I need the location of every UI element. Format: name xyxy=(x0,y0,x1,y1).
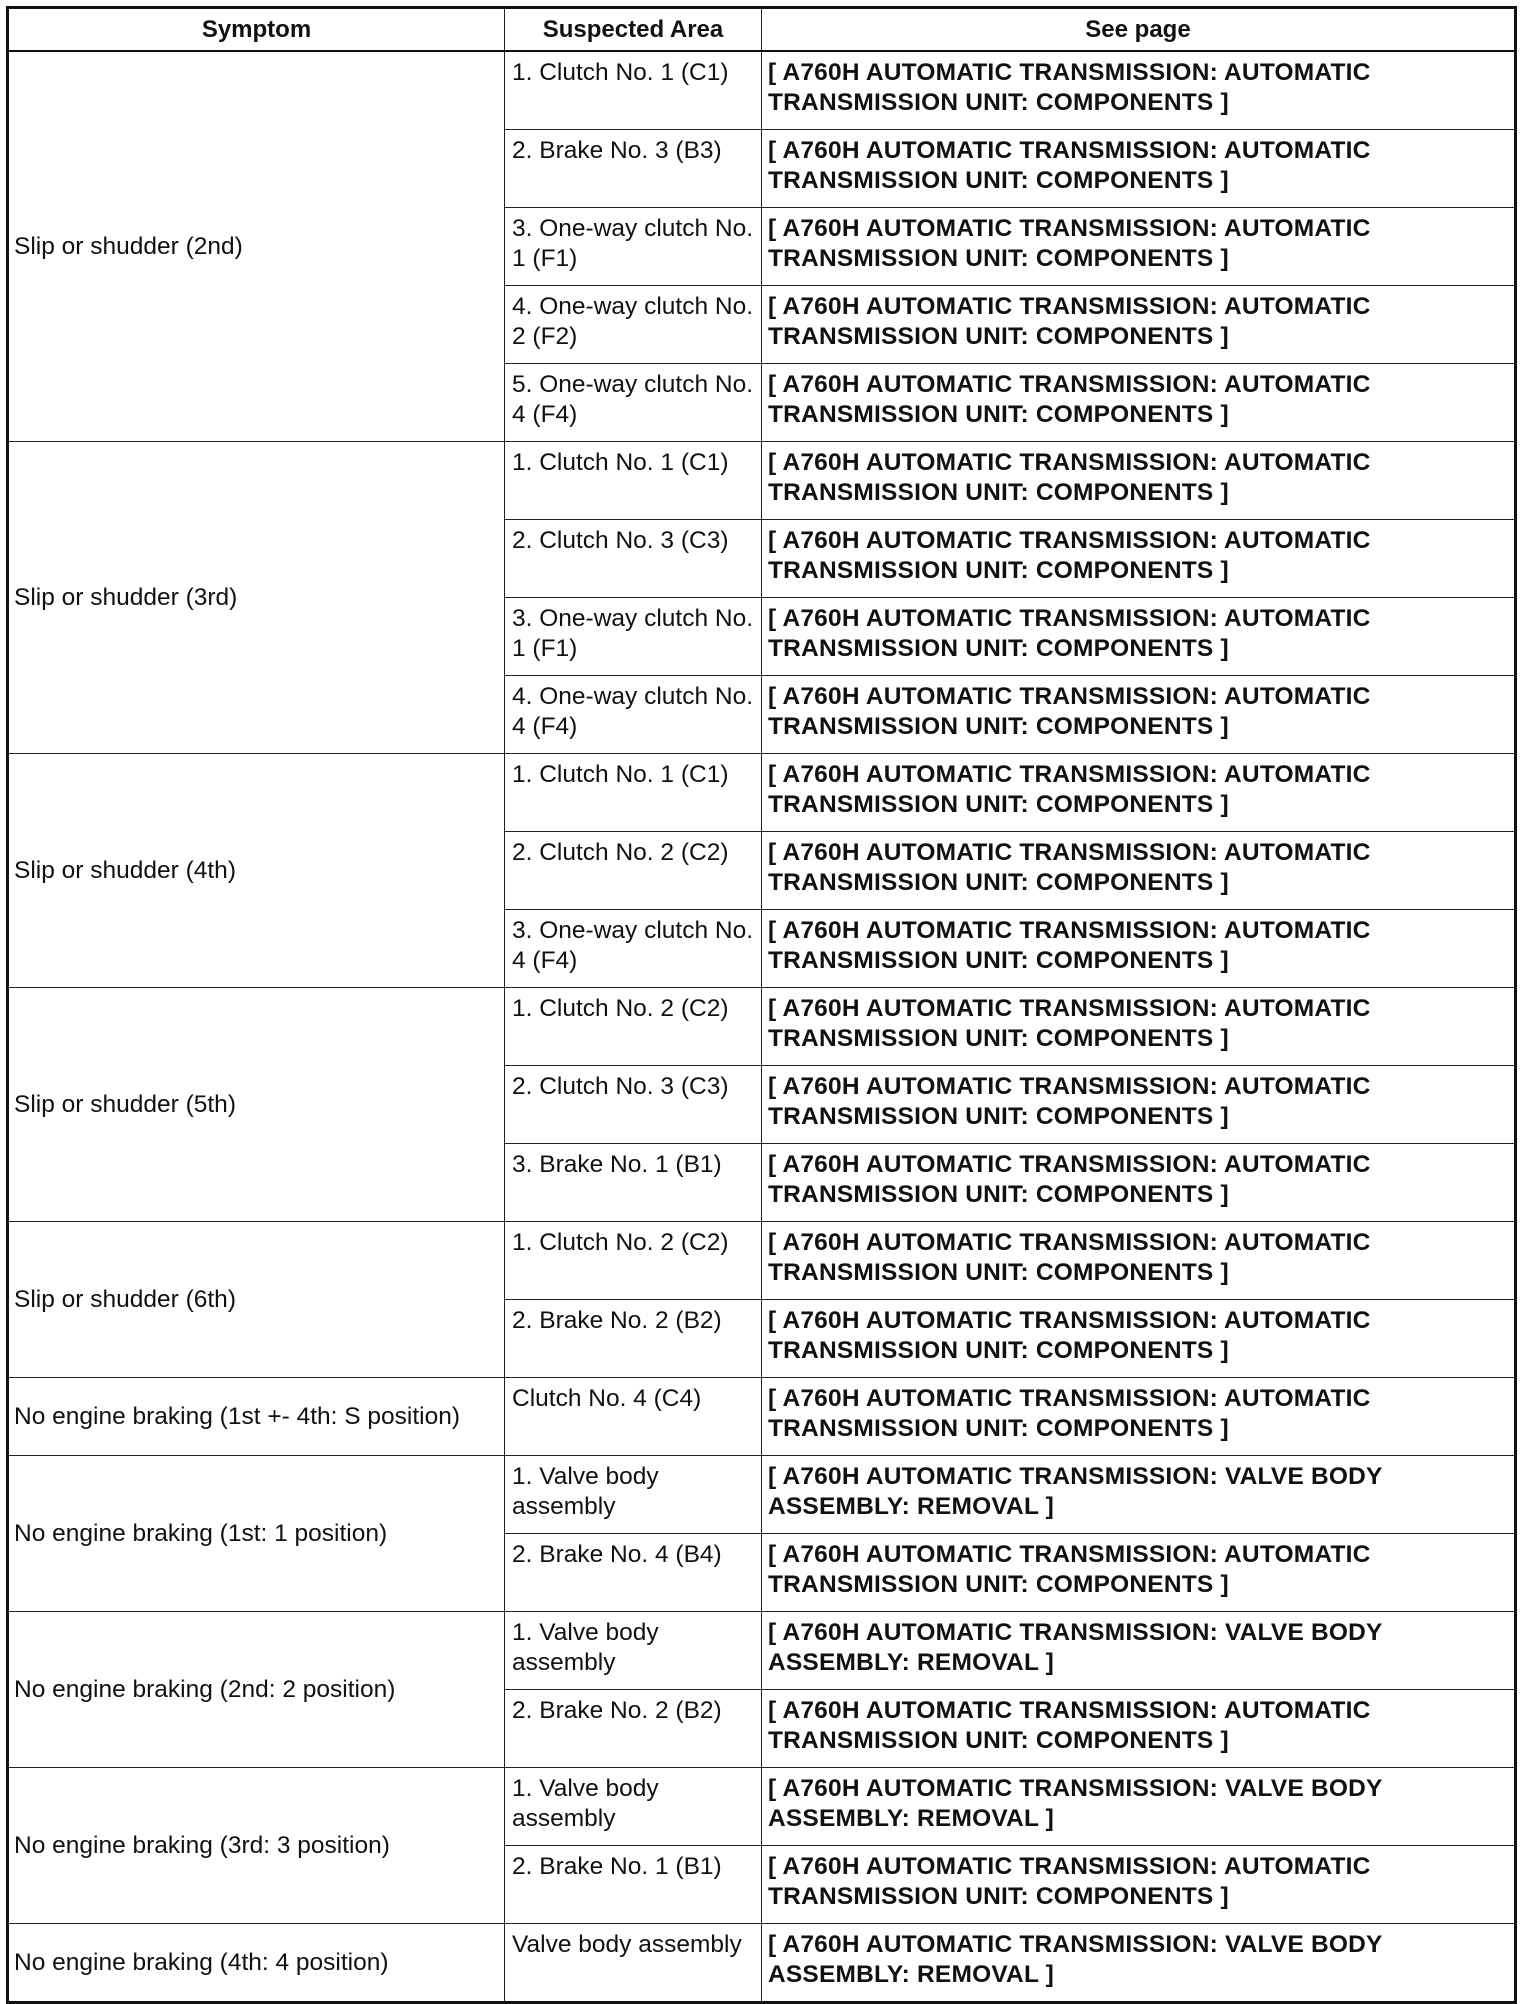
see-page-link[interactable]: [ A760H AUTOMATIC TRANSMISSION: AUTOMATIC TRANSMISSION UNIT: COMPONENTS ] xyxy=(762,208,1516,286)
table-wrapper xyxy=(6,6,1517,2004)
suspected-area-cell: 1. Valve body assembly xyxy=(505,1768,762,1846)
suspected-area-cell: 3. One-way clutch No. 1 (F1) xyxy=(505,598,762,676)
symptom-table xyxy=(6,6,1517,2004)
symptom-cell: No engine braking (1st: 1 position) xyxy=(8,1456,505,1612)
table-row xyxy=(8,1612,1516,1690)
suspected-area-cell: 1. Valve body assembly xyxy=(505,1612,762,1690)
suspected-area-cell: 1. Valve body assembly xyxy=(505,1456,762,1534)
table-row xyxy=(8,51,1516,130)
see-page-link[interactable]: [ A760H AUTOMATIC TRANSMISSION: AUTOMATIC TRANSMISSION UNIT: COMPONENTS ] xyxy=(762,1846,1516,1924)
see-page-link[interactable]: [ A760H AUTOMATIC TRANSMISSION: AUTOMATIC TRANSMISSION UNIT: COMPONENTS ] xyxy=(762,51,1516,130)
suspected-area-cell: 3. One-way clutch No. 1 (F1) xyxy=(505,208,762,286)
suspected-area-cell: 1. Clutch No. 1 (C1) xyxy=(505,442,762,520)
suspected-area-cell: 5. One-way clutch No. 4 (F4) xyxy=(505,364,762,442)
symptom-cell: No engine braking (3rd: 3 position) xyxy=(8,1768,505,1924)
see-page-link[interactable]: [ A760H AUTOMATIC TRANSMISSION: AUTOMATIC TRANSMISSION UNIT: COMPONENTS ] xyxy=(762,832,1516,910)
see-page-link[interactable]: [ A760H AUTOMATIC TRANSMISSION: AUTOMATIC TRANSMISSION UNIT: COMPONENTS ] xyxy=(762,364,1516,442)
symptom-cell: No engine braking (2nd: 2 position) xyxy=(8,1612,505,1768)
suspected-area-cell: 2. Brake No. 1 (B1) xyxy=(505,1846,762,1924)
see-page-link[interactable]: [ A760H AUTOMATIC TRANSMISSION: AUTOMATIC TRANSMISSION UNIT: COMPONENTS ] xyxy=(762,1378,1516,1456)
see-page-link[interactable]: [ A760H AUTOMATIC TRANSMISSION: AUTOMATIC TRANSMISSION UNIT: COMPONENTS ] xyxy=(762,598,1516,676)
see-page-link[interactable]: [ A760H AUTOMATIC TRANSMISSION: AUTOMATIC TRANSMISSION UNIT: COMPONENTS ] xyxy=(762,442,1516,520)
header-see-page: See page xyxy=(762,8,1516,52)
symptom-cell: Slip or shudder (5th) xyxy=(8,988,505,1222)
see-page-link[interactable]: [ A760H AUTOMATIC TRANSMISSION: AUTOMATIC TRANSMISSION UNIT: COMPONENTS ] xyxy=(762,1144,1516,1222)
table-row xyxy=(8,1768,1516,1846)
suspected-area-cell: Clutch No. 4 (C4) xyxy=(505,1378,762,1456)
suspected-area-cell: 3. One-way clutch No. 4 (F4) xyxy=(505,910,762,988)
symptom-cell: No engine braking (1st +- 4th: S position) xyxy=(8,1378,505,1456)
suspected-area-cell: 1. Clutch No. 2 (C2) xyxy=(505,1222,762,1300)
suspected-area-cell: 1. Clutch No. 1 (C1) xyxy=(505,51,762,130)
see-page-link[interactable]: [ A760H AUTOMATIC TRANSMISSION: AUTOMATIC TRANSMISSION UNIT: COMPONENTS ] xyxy=(762,286,1516,364)
symptom-cell: Slip or shudder (2nd) xyxy=(8,51,505,442)
suspected-area-cell: 3. Brake No. 1 (B1) xyxy=(505,1144,762,1222)
see-page-link[interactable]: [ A760H AUTOMATIC TRANSMISSION: AUTOMATIC TRANSMISSION UNIT: COMPONENTS ] xyxy=(762,1222,1516,1300)
symptom-cell: Slip or shudder (4th) xyxy=(8,754,505,988)
suspected-area-cell: 2. Clutch No. 3 (C3) xyxy=(505,520,762,598)
see-page-link[interactable]: [ A760H AUTOMATIC TRANSMISSION: AUTOMATIC TRANSMISSION UNIT: COMPONENTS ] xyxy=(762,754,1516,832)
table-row xyxy=(8,754,1516,832)
see-page-link[interactable]: [ A760H AUTOMATIC TRANSMISSION: AUTOMATIC TRANSMISSION UNIT: COMPONENTS ] xyxy=(762,676,1516,754)
header-suspected-area: Suspected Area xyxy=(505,8,762,52)
symptom-cell: Slip or shudder (6th) xyxy=(8,1222,505,1378)
see-page-link[interactable]: [ A760H AUTOMATIC TRANSMISSION: AUTOMATIC TRANSMISSION UNIT: COMPONENTS ] xyxy=(762,910,1516,988)
see-page-link[interactable]: [ A760H AUTOMATIC TRANSMISSION: VALVE BODY ASSEMBLY: REMOVAL ] xyxy=(762,1924,1516,2003)
symptom-cell: No engine braking (4th: 4 position) xyxy=(8,1924,505,2003)
see-page-link[interactable]: [ A760H AUTOMATIC TRANSMISSION: AUTOMATIC TRANSMISSION UNIT: COMPONENTS ] xyxy=(762,1534,1516,1612)
suspected-area-cell: 1. Clutch No. 1 (C1) xyxy=(505,754,762,832)
suspected-area-cell: 2. Brake No. 3 (B3) xyxy=(505,130,762,208)
table-body xyxy=(8,51,1516,2003)
header-row xyxy=(8,8,1516,52)
suspected-area-cell: 2. Brake No. 2 (B2) xyxy=(505,1300,762,1378)
suspected-area-cell: 2. Clutch No. 3 (C3) xyxy=(505,1066,762,1144)
table-row xyxy=(8,1222,1516,1300)
see-page-link[interactable]: [ A760H AUTOMATIC TRANSMISSION: AUTOMATIC TRANSMISSION UNIT: COMPONENTS ] xyxy=(762,130,1516,208)
table-row xyxy=(8,442,1516,520)
suspected-area-cell: 4. One-way clutch No. 2 (F2) xyxy=(505,286,762,364)
symptom-cell: Slip or shudder (3rd) xyxy=(8,442,505,754)
see-page-link[interactable]: [ A760H AUTOMATIC TRANSMISSION: AUTOMATIC TRANSMISSION UNIT: COMPONENTS ] xyxy=(762,1300,1516,1378)
table-row xyxy=(8,1378,1516,1456)
header-symptom: Symptom xyxy=(8,8,505,52)
table-row xyxy=(8,988,1516,1066)
suspected-area-cell: 1. Clutch No. 2 (C2) xyxy=(505,988,762,1066)
see-page-link[interactable]: [ A760H AUTOMATIC TRANSMISSION: VALVE BODY ASSEMBLY: REMOVAL ] xyxy=(762,1612,1516,1690)
table-row xyxy=(8,1456,1516,1534)
see-page-link[interactable]: [ A760H AUTOMATIC TRANSMISSION: AUTOMATIC TRANSMISSION UNIT: COMPONENTS ] xyxy=(762,1066,1516,1144)
suspected-area-cell: 2. Brake No. 4 (B4) xyxy=(505,1534,762,1612)
suspected-area-cell: 4. One-way clutch No. 4 (F4) xyxy=(505,676,762,754)
see-page-link[interactable]: [ A760H AUTOMATIC TRANSMISSION: VALVE BODY ASSEMBLY: REMOVAL ] xyxy=(762,1456,1516,1534)
table-row xyxy=(8,1924,1516,2003)
suspected-area-cell: 2. Clutch No. 2 (C2) xyxy=(505,832,762,910)
see-page-link[interactable]: [ A760H AUTOMATIC TRANSMISSION: AUTOMATIC TRANSMISSION UNIT: COMPONENTS ] xyxy=(762,988,1516,1066)
see-page-link[interactable]: [ A760H AUTOMATIC TRANSMISSION: AUTOMATIC TRANSMISSION UNIT: COMPONENTS ] xyxy=(762,520,1516,598)
suspected-area-cell: 2. Brake No. 2 (B2) xyxy=(505,1690,762,1768)
see-page-link[interactable]: [ A760H AUTOMATIC TRANSMISSION: VALVE BODY ASSEMBLY: REMOVAL ] xyxy=(762,1768,1516,1846)
see-page-link[interactable]: [ A760H AUTOMATIC TRANSMISSION: AUTOMATIC TRANSMISSION UNIT: COMPONENTS ] xyxy=(762,1690,1516,1768)
suspected-area-cell: Valve body assembly xyxy=(505,1924,762,2003)
